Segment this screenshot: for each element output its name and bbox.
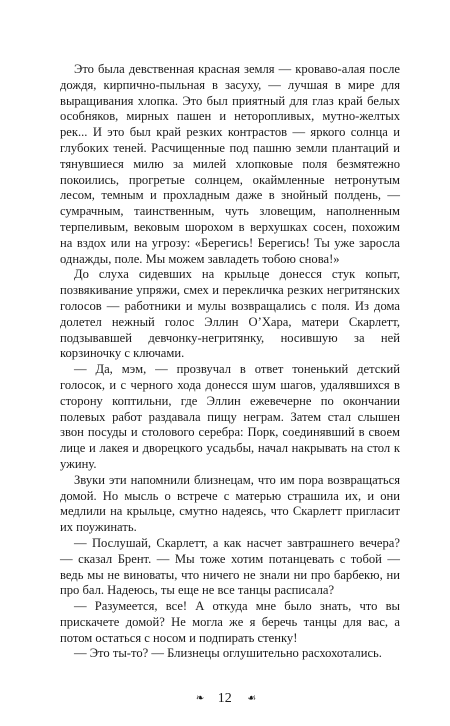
paragraph-4: Звуки эти напомнили близнецам, что им пора возвращаться домой. Но мысль о встрече с матерью страшила их, и они медлили на крыльце, смутно надеясь, что Скарлетт пригласит их поужинать. (60, 472, 400, 535)
ornament-left-icon: ❧ (195, 693, 203, 704)
page-body (60, 62, 400, 662)
paragraph-1: Это была девственная красная земля — кроваво-алая после дождя, кирпично-пыльная в засуху, — лучшая в мире для выращивания хлопка. Это был приятный для глаз край белых особняков, мирных пашен и неторопливых, мутно-желтых рек... И это был край резких контрастов — яркого солнца и глубоких теней. Расчищенные под пашню земли плантаций и тянувшиеся милю за милей хлопковые поля безмятежно покоились, прогретые солнцем, окаймленные нетронутым лесом, темным и прохладным даже в знойный полдень, — сумрачным, таинственным, чуть зловещим, наполненным терпеливым, вековым шорохом в верхушках сосен, похожим на вздох или на угрозу: «Берегись! Берегись! Ты уже заросла однажды, поле. Мы можем завладеть тобою снова!» (60, 62, 400, 266)
page-number: 12 (217, 691, 232, 706)
paragraph-3: — Да, мэм, — прозвучал в ответ тоненький детский голосок, и с черного хода донесся шум шагов, удалявшихся в сторону коптильни, где Эллин ежевечерне по окончании полевых работ раздавала пищу неграм. Затем стал слышен звон посуды и столового серебра: Порк, соединявший в своем лице и лакея и дворецкого усадьбы, начал накрывать на стол к ужину. (60, 362, 400, 471)
paragraph-7: — Это ты-то? — Близнецы оглушительно расхохотались. (74, 646, 382, 661)
page-footer (0, 691, 450, 707)
paragraph-6: — Разумеется, все! А откуда мне было знать, что вы прискачете домой? Не могла же я беречь танцы для вас, а потом остаться с носом и подпирать стенку! (60, 599, 400, 645)
ornament-right-icon: ☙ (247, 693, 255, 704)
paragraph-2: До слуха сидевших на крыльце донесся стук копыт, позвякивание упряжи, смех и перекличка резких негритянских голосов — работники и мулы возвращались с поля. Из дома долетел нежный голос Эллин О’Хара, матери Скарлетт, подзывавшей девчонку-негритянку, носившую за ней корзиночку с ключами. (60, 267, 400, 361)
paragraph-5: — Послушай, Скарлетт, а как насчет завтрашнего вечера? — сказал Брент. — Мы тоже хотим потанцевать с тобой — ведь мы не виноваты, что ничего не знали ни про барбекю, ни про бал. Надеюсь, ты еще не все танцы расписала? (60, 535, 400, 598)
